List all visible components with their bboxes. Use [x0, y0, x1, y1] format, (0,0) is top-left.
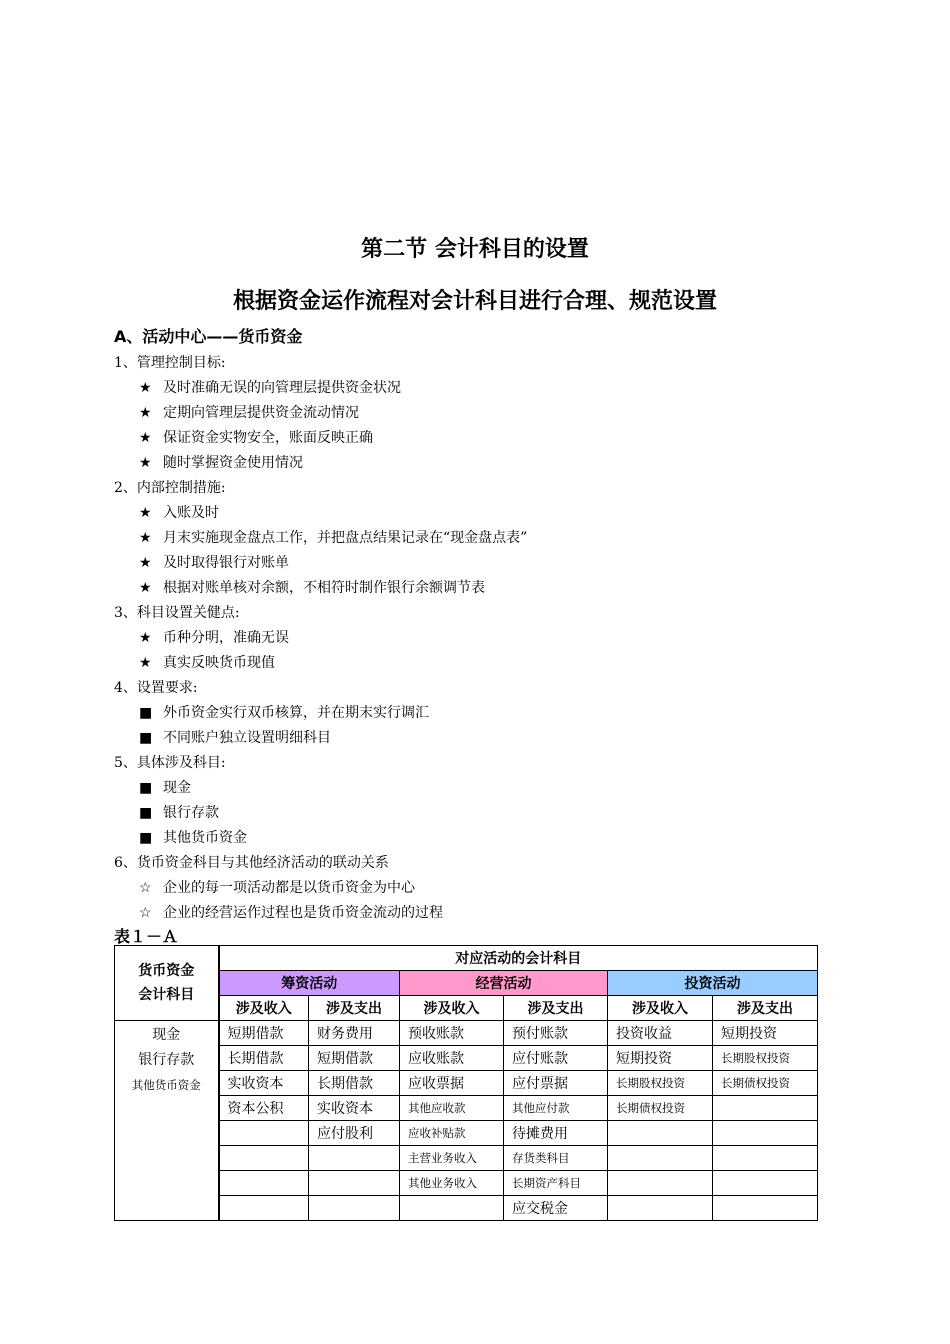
table-cell: 存货类科目: [504, 1146, 608, 1171]
top-header-cell: 对应活动的会计科目: [219, 946, 818, 971]
square-bullet-icon: ■: [139, 805, 153, 821]
table-cell: 短期投资: [608, 1046, 713, 1071]
star-bullet-icon: ★: [139, 530, 152, 546]
table-cell: [713, 1171, 818, 1196]
income-header-cell: 涉及收入: [400, 996, 504, 1021]
list-item-text: 保证资金实物安全，账面反映正确: [163, 430, 373, 446]
table-row: [115, 1196, 818, 1221]
group-header-cell: 投资活动: [608, 971, 818, 996]
star-bullet-icon: ★: [139, 505, 152, 521]
sub-header-row: [115, 996, 818, 1021]
group-header-row: [115, 971, 818, 996]
list-item-text: 企业的每一项活动都是以货币资金为中心: [163, 880, 415, 896]
page-subtitle: 根据资金运作流程对会计科目进行合理、规范设置: [232, 289, 717, 314]
list-item: [114, 701, 834, 726]
table-cell: 长期债权投资: [713, 1071, 818, 1096]
table-cell: 投资收益: [608, 1021, 713, 1046]
list-item-text: 入账及时: [163, 505, 219, 521]
table-cell: [608, 1121, 713, 1146]
list-item-text: 3、科目设置关健点:: [114, 605, 240, 621]
list-item: [114, 726, 834, 751]
corner-line-1: 货币资金: [138, 963, 195, 979]
list-item-text: 定期向管理层提供资金流动情况: [163, 405, 359, 421]
list-item: [114, 901, 834, 926]
currency-account-name: 其他货币资金: [131, 1078, 201, 1092]
numbered-heading: [114, 676, 834, 701]
table-cell: [219, 1171, 309, 1196]
square-bullet-icon: ■: [139, 830, 153, 846]
list-item-text: 1、管理控制目标:: [114, 355, 226, 371]
star-bullet-icon: ★: [139, 555, 152, 571]
list-item-text: 企业的经营运作过程也是货币资金流动的过程: [163, 905, 443, 921]
bullet-list: [114, 351, 834, 926]
numbered-heading: [114, 476, 834, 501]
table-cell: 应收补贴款: [400, 1121, 504, 1146]
star-bullet-icon: ★: [139, 405, 152, 421]
numbered-heading: [114, 851, 834, 876]
star-bullet-icon: ★: [139, 455, 152, 471]
table-row: [115, 1171, 818, 1196]
list-item-text: 及时准确无误的向管理层提供资金状况: [163, 380, 401, 396]
table-row: [115, 1121, 818, 1146]
list-item: [114, 526, 834, 551]
numbered-heading: [114, 751, 834, 776]
square-bullet-icon: ■: [139, 705, 153, 721]
square-bullet-icon: ■: [139, 730, 153, 746]
income-header-cell: 涉及收入: [219, 996, 309, 1021]
table-row: [115, 1021, 818, 1046]
table-row: [115, 1096, 818, 1121]
outline-star-icon: ☆: [139, 905, 152, 921]
table-cell: 资本公积: [219, 1096, 309, 1121]
corner-line-2: 会计科目: [138, 987, 195, 1003]
outline-star-icon: ☆: [139, 880, 152, 896]
table-cell: 主营业务收入: [400, 1146, 504, 1171]
list-item-text: 其他货币资金: [163, 830, 247, 846]
table-row: [115, 1046, 818, 1071]
table-cell: 其他应收款: [400, 1096, 504, 1121]
group-header-cell: 筹资活动: [219, 971, 400, 996]
list-item-text: 月末实施现金盘点工作，并把盘点结果记录在“现金盘点表”: [163, 530, 528, 546]
section-heading: A、活动中心——货币资金: [114, 327, 303, 346]
table-cell: 应付股利: [309, 1121, 400, 1146]
table-cell: 长期债权投资: [608, 1096, 713, 1121]
list-item-text: 4、设置要求:: [114, 680, 198, 696]
table-cell: [219, 1146, 309, 1171]
table-cell: 财务费用: [309, 1021, 400, 1046]
group-header-cell: 经营活动: [400, 971, 608, 996]
list-item-text: 真实反映货币现值: [163, 655, 275, 671]
accounts-table: [114, 945, 818, 1221]
star-bullet-icon: ★: [139, 580, 152, 596]
table-cell: 长期股权投资: [608, 1071, 713, 1096]
star-bullet-icon: ★: [139, 380, 152, 396]
currency-account-name: 现金: [152, 1027, 181, 1043]
table-cell: 长期资产科目: [504, 1171, 608, 1196]
expense-header-cell: 涉及支出: [713, 996, 818, 1021]
table-cell: [608, 1171, 713, 1196]
table-cell: 预付账款: [504, 1021, 608, 1046]
table-cell: 应收票据: [400, 1071, 504, 1096]
table-cell: 其他应付款: [504, 1096, 608, 1121]
table-cell: [713, 1121, 818, 1146]
table-cell: 长期股权投资: [713, 1046, 818, 1071]
corner-header-cell: [115, 946, 219, 1021]
table-cell: [713, 1146, 818, 1171]
list-item: [114, 826, 834, 851]
list-item: [114, 501, 834, 526]
currency-account-name: 银行存款: [138, 1052, 195, 1068]
table-cell: 短期投资: [713, 1021, 818, 1046]
list-item-text: 5、具体涉及科目:: [114, 755, 226, 771]
square-bullet-icon: ■: [139, 780, 153, 796]
list-item-text: 外币资金实行双币核算，并在期末实行调汇: [163, 705, 429, 721]
table-cell: 应收账款: [400, 1046, 504, 1071]
table-cell: 待摊费用: [504, 1121, 608, 1146]
table-cell: [400, 1196, 504, 1221]
table-cell: 应付票据: [504, 1071, 608, 1096]
currency-accounts-cell: [115, 1021, 219, 1221]
table-cell: [309, 1196, 400, 1221]
table-row: [115, 1071, 818, 1096]
table-cell: 应付账款: [504, 1046, 608, 1071]
table-cell: 实收资本: [309, 1096, 400, 1121]
table-cell: [713, 1096, 818, 1121]
star-bullet-icon: ★: [139, 655, 152, 671]
list-item-text: 2、内部控制措施:: [114, 480, 226, 496]
numbered-heading: [114, 351, 834, 376]
list-item: [114, 776, 834, 801]
table-row: [115, 1146, 818, 1171]
list-item: [114, 801, 834, 826]
list-item-text: 银行存款: [163, 805, 219, 821]
table-caption: 表１－Ａ: [114, 927, 179, 946]
income-header-cell: 涉及收入: [608, 996, 713, 1021]
table-cell: [219, 1196, 309, 1221]
expense-header-cell: 涉及支出: [504, 996, 608, 1021]
table-cell: [608, 1146, 713, 1171]
table-cell: 长期借款: [309, 1071, 400, 1096]
list-item-text: 不同账户独立设置明细科目: [163, 730, 331, 746]
table-cell: 预收账款: [400, 1021, 504, 1046]
table-cell: 应交税金: [504, 1196, 608, 1221]
table-cell: 实收资本: [219, 1071, 309, 1096]
list-item: [114, 876, 834, 901]
list-item: [114, 651, 834, 676]
table-cell: [309, 1146, 400, 1171]
list-item: [114, 376, 834, 401]
list-item-text: 现金: [163, 780, 191, 796]
expense-header-cell: 涉及支出: [309, 996, 400, 1021]
document-body: [114, 323, 834, 948]
list-item: [114, 626, 834, 651]
list-item-text: 6、货币资金科目与其他经济活动的联动关系: [114, 855, 389, 871]
table-cell: [309, 1171, 400, 1196]
list-item-text: 随时掌握资金使用情况: [163, 455, 303, 471]
table-cell: [713, 1196, 818, 1221]
table-cell: 长期借款: [219, 1046, 309, 1071]
page-title: 第二节 会计科目的设置: [361, 237, 589, 262]
list-item: [114, 401, 834, 426]
numbered-heading: [114, 601, 834, 626]
list-item-text: 根据对账单核对余额，不相符时制作银行余额调节表: [163, 580, 485, 596]
table-cell: [219, 1121, 309, 1146]
table-cell: [608, 1196, 713, 1221]
star-bullet-icon: ★: [139, 630, 152, 646]
table-cell: 短期借款: [309, 1046, 400, 1071]
list-item: [114, 426, 834, 451]
list-item-text: 及时取得银行对账单: [163, 555, 289, 571]
table-header-row: [115, 946, 818, 971]
table-cell: 短期借款: [219, 1021, 309, 1046]
star-bullet-icon: ★: [139, 430, 152, 446]
list-item: [114, 576, 834, 601]
table-cell: 其他业务收入: [400, 1171, 504, 1196]
list-item: [114, 551, 834, 576]
list-item-text: 币种分明，准确无误: [163, 630, 289, 646]
list-item: [114, 451, 834, 476]
